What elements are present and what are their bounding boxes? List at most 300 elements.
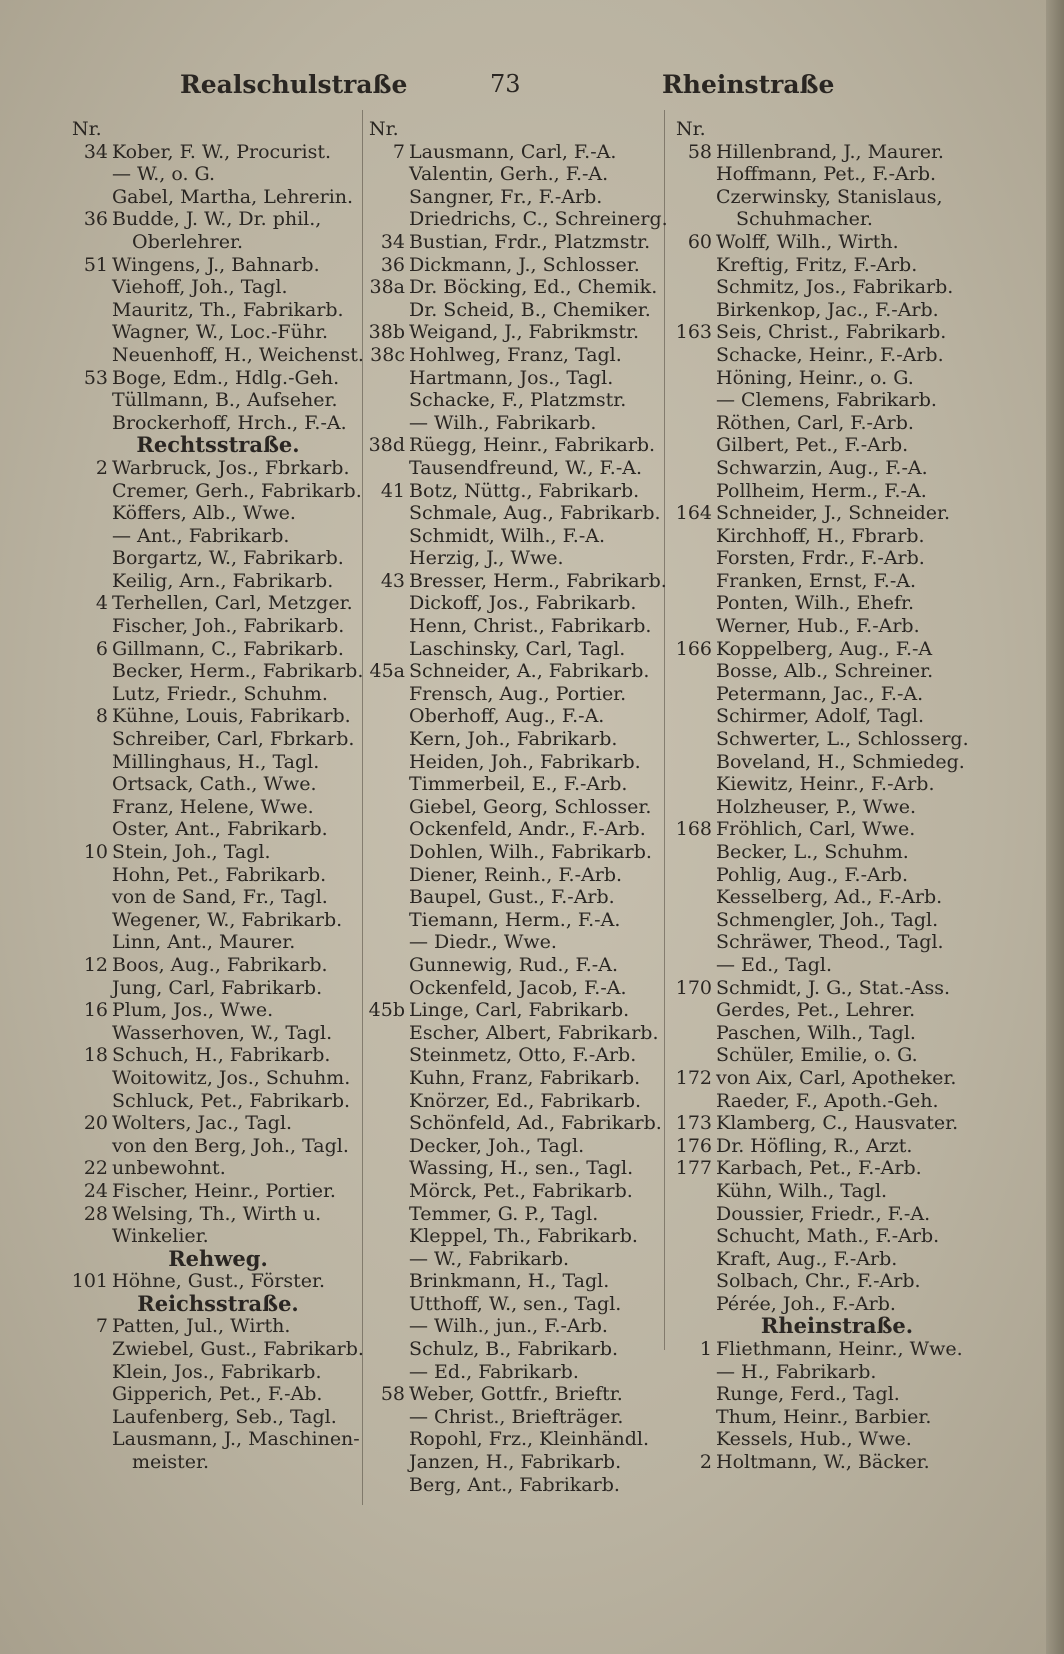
resident-entry bbox=[672, 1406, 1002, 1429]
resident-entry bbox=[365, 1270, 665, 1293]
resident-entry bbox=[68, 208, 368, 231]
resident-text: Diener, Reinh., F.-Arb. bbox=[409, 863, 623, 886]
house-number: 45b bbox=[368, 999, 405, 1022]
resident-text: Kern, Joh., Fabrikarb. bbox=[409, 728, 618, 751]
resident-text: Henn, Christ., Fabrikarb. bbox=[409, 615, 652, 638]
number-column-label: Nr. bbox=[72, 118, 102, 140]
resident-entry bbox=[672, 841, 1002, 864]
resident-entry bbox=[672, 1180, 1002, 1203]
resident-entry bbox=[672, 1270, 1002, 1293]
house-number: 45a bbox=[369, 660, 405, 683]
resident-entry bbox=[68, 977, 368, 1000]
resident-entry bbox=[365, 1474, 665, 1497]
resident-text: Baupel, Gust., F.-Arb. bbox=[409, 886, 615, 909]
house-number: 38b bbox=[368, 321, 405, 344]
resident-text: — Christ., Briefträger. bbox=[409, 1405, 624, 1428]
resident-entry bbox=[68, 1157, 368, 1180]
house-number: 1 bbox=[699, 1338, 712, 1361]
resident-text: Giebel, Georg, Schlosser. bbox=[409, 795, 652, 818]
resident-entry bbox=[672, 1248, 1002, 1271]
resident-text: Terhellen, Carl, Metzger. bbox=[112, 592, 353, 615]
resident-entry bbox=[672, 299, 1002, 322]
resident-entry bbox=[68, 954, 368, 977]
resident-entry bbox=[365, 773, 665, 796]
resident-text: Kessels, Hub., Wwe. bbox=[716, 1428, 912, 1451]
resident-text: Rüegg, Heinr., Fabrikarb. bbox=[409, 434, 656, 457]
resident-text: Schönfeld, Ad., Fabrikarb. bbox=[409, 1112, 662, 1135]
resident-text: Brinkmann, H., Tagl. bbox=[409, 1270, 610, 1293]
resident-text: Gillmann, C., Fabrikarb. bbox=[112, 637, 344, 660]
number-column-label: Nr. bbox=[369, 118, 399, 140]
column-3 bbox=[672, 118, 1002, 1474]
resident-text: Schmidt, Wilh., F.-A. bbox=[409, 524, 606, 547]
resident-text: Schirmer, Adolf, Tagl. bbox=[716, 705, 925, 728]
resident-text: Ponten, Wilh., Ehefr. bbox=[716, 592, 915, 615]
resident-entry bbox=[68, 186, 368, 209]
resident-text: Lutz, Friedr., Schuhm. bbox=[112, 682, 328, 705]
resident-entry bbox=[672, 773, 1002, 796]
house-number: 101 bbox=[71, 1270, 108, 1293]
resident-text: Wegener, W., Fabrikarb. bbox=[112, 908, 343, 931]
resident-entry bbox=[672, 1428, 1002, 1451]
resident-entry bbox=[365, 1451, 665, 1474]
resident-entry bbox=[68, 1428, 368, 1451]
resident-text: Kleppel, Th., Fabrikarb. bbox=[409, 1225, 638, 1248]
resident-text: Oberhoff, Aug., F.-A. bbox=[409, 705, 605, 728]
resident-entry bbox=[672, 525, 1002, 548]
resident-entry bbox=[365, 321, 665, 344]
street-heading: Rheinstraße. bbox=[760, 1313, 914, 1339]
resident-entry bbox=[365, 818, 665, 841]
resident-entry bbox=[672, 141, 1002, 164]
resident-entry bbox=[68, 1361, 368, 1384]
resident-entry bbox=[68, 728, 368, 751]
resident-entry bbox=[672, 570, 1002, 593]
resident-entry bbox=[68, 751, 368, 774]
resident-text: Runge, Ferd., Tagl. bbox=[716, 1383, 900, 1406]
house-number: 18 bbox=[83, 1044, 108, 1067]
resident-text: — Wilh., jun., F.-Arb. bbox=[409, 1315, 608, 1338]
resident-entry bbox=[672, 1203, 1002, 1226]
resident-entry bbox=[672, 1293, 1002, 1316]
resident-text: Dr. Höfling, R., Arzt. bbox=[716, 1134, 913, 1157]
resident-text: Werner, Hub., F.-Arb. bbox=[716, 615, 920, 638]
resident-text: Dr. Böcking, Ed., Chemik. bbox=[409, 276, 658, 299]
resident-entry bbox=[68, 931, 368, 954]
resident-entry bbox=[365, 434, 665, 457]
resident-entry bbox=[68, 841, 368, 864]
resident-text: Schuch, H., Fabrikarb. bbox=[112, 1044, 331, 1067]
resident-text: Fischer, Joh., Fabrikarb. bbox=[112, 615, 345, 638]
resident-text: Stein, Joh., Tagl. bbox=[112, 841, 271, 863]
resident-entry bbox=[365, 1383, 665, 1406]
resident-entry bbox=[672, 999, 1002, 1022]
resident-text: Wingens, J., Bahnarb. bbox=[112, 253, 320, 276]
resident-entry bbox=[672, 480, 1002, 503]
resident-entry bbox=[365, 931, 665, 954]
resident-text: Keilig, Arn., Fabrikarb. bbox=[112, 569, 334, 592]
house-number: 6 bbox=[95, 637, 108, 660]
house-number: 7 bbox=[95, 1315, 108, 1338]
resident-entry bbox=[68, 773, 368, 796]
resident-text: Millinghaus, H., Tagl. bbox=[112, 750, 320, 773]
resident-text: Frensch, Aug., Portier. bbox=[409, 682, 627, 705]
resident-text: Schwarzin, Aug., F.-A. bbox=[716, 456, 928, 479]
resident-text: Kühn, Wilh., Tagl. bbox=[716, 1179, 888, 1202]
resident-entry bbox=[365, 389, 665, 412]
resident-entry bbox=[365, 1067, 665, 1090]
resident-text: Gunnewig, Rud., F.-A. bbox=[409, 953, 618, 976]
resident-entry bbox=[672, 321, 1002, 344]
resident-entry bbox=[68, 1022, 368, 1045]
resident-text: Kiewitz, Heinr., F.-Arb. bbox=[716, 773, 935, 796]
resident-text: Seis, Christ., Fabrikarb. bbox=[716, 321, 947, 344]
resident-text: unbewohnt. bbox=[112, 1157, 226, 1180]
header-right-street: Rheinstraße bbox=[662, 70, 835, 99]
resident-text: Knörzer, Ed., Fabrikarb. bbox=[409, 1089, 642, 1112]
column-1 bbox=[68, 118, 368, 1474]
house-number: 38a bbox=[369, 276, 405, 299]
resident-entry bbox=[672, 705, 1002, 728]
resident-entry bbox=[68, 886, 368, 909]
resident-text: Franken, Ernst, F.-A. bbox=[716, 569, 917, 592]
resident-text: Boos, Aug., Fabrikarb. bbox=[112, 953, 328, 976]
resident-entry bbox=[672, 886, 1002, 909]
resident-entry bbox=[365, 1361, 665, 1384]
resident-text: Cremer, Gerh., Fabrikarb. bbox=[112, 479, 362, 502]
resident-entry bbox=[365, 841, 665, 864]
street-heading: Rehweg. bbox=[168, 1245, 268, 1271]
resident-text: Lausmann, J., Maschinen- bbox=[112, 1428, 360, 1451]
resident-entry bbox=[68, 276, 368, 299]
resident-entry bbox=[365, 1315, 665, 1338]
resident-entry bbox=[68, 683, 368, 706]
resident-text: Schacke, F., Platzmstr. bbox=[409, 389, 627, 412]
resident-text: Mauritz, Th., Fabrikarb. bbox=[112, 298, 344, 321]
resident-entry bbox=[365, 457, 665, 480]
resident-entry bbox=[68, 299, 368, 322]
resident-entry bbox=[365, 254, 665, 277]
resident-entry bbox=[672, 751, 1002, 774]
resident-text: Botz, Nüttg., Fabrikarb. bbox=[409, 479, 640, 502]
resident-entry bbox=[672, 1383, 1002, 1406]
resident-text: — Ant., Fabrikarb. bbox=[112, 524, 290, 547]
resident-text: Schluck, Pet., Fabrikarb. bbox=[112, 1089, 351, 1112]
resident-entry bbox=[365, 525, 665, 548]
resident-text: Schmale, Aug., Fabrikarb. bbox=[409, 502, 661, 525]
house-number: 10 bbox=[83, 841, 108, 863]
resident-entry bbox=[672, 1090, 1002, 1113]
resident-text: Wolff, Wilh., Wirth. bbox=[716, 230, 899, 253]
resident-text: Kuhn, Franz, Fabrikarb. bbox=[409, 1066, 641, 1089]
number-column-label: Nr. bbox=[676, 118, 706, 140]
resident-text: Plum, Jos., Wwe. bbox=[112, 999, 274, 1022]
resident-entry bbox=[68, 1135, 368, 1158]
resident-entry bbox=[68, 909, 368, 932]
resident-entry bbox=[365, 344, 665, 367]
resident-entry bbox=[68, 389, 368, 412]
resident-text: Schneider, A., Fabrikarb. bbox=[409, 660, 650, 683]
entry-continuation bbox=[672, 208, 1002, 231]
resident-entry bbox=[365, 977, 665, 1000]
resident-text: Warbruck, Jos., Fbrkarb. bbox=[112, 456, 350, 479]
resident-entry bbox=[365, 728, 665, 751]
resident-entry bbox=[365, 864, 665, 887]
resident-entry bbox=[68, 864, 368, 887]
resident-entry bbox=[365, 615, 665, 638]
resident-entry bbox=[365, 638, 665, 661]
resident-text: Bosse, Alb., Schreiner. bbox=[716, 660, 934, 683]
resident-text: Karbach, Pet., F.-Arb. bbox=[716, 1157, 922, 1180]
resident-text: Temmer, G. P., Tagl. bbox=[409, 1202, 599, 1225]
resident-entry bbox=[365, 299, 665, 322]
resident-entry bbox=[672, 1225, 1002, 1248]
resident-text: Paschen, Wilh., Tagl. bbox=[716, 1021, 916, 1044]
resident-text: Boveland, H., Schmiedeg. bbox=[716, 750, 965, 773]
resident-entry bbox=[68, 1406, 368, 1429]
house-number: 60 bbox=[687, 230, 712, 253]
resident-entry bbox=[365, 163, 665, 186]
resident-entry bbox=[672, 592, 1002, 615]
resident-text: Fliethmann, Heinr., Wwe. bbox=[716, 1338, 963, 1361]
house-number: 28 bbox=[83, 1202, 108, 1225]
resident-text: Viehoff, Joh., Tagl. bbox=[112, 276, 288, 299]
resident-text: Valentin, Gerh., F.-A. bbox=[409, 163, 609, 186]
resident-text: — H., Fabrikarb. bbox=[716, 1360, 877, 1383]
resident-entry bbox=[672, 412, 1002, 435]
resident-text: Petermann, Jac., F.-A. bbox=[716, 682, 924, 705]
resident-entry bbox=[672, 1361, 1002, 1384]
resident-entry bbox=[365, 367, 665, 390]
house-number: 168 bbox=[675, 818, 712, 841]
house-number: 51 bbox=[83, 253, 108, 276]
resident-entry bbox=[672, 254, 1002, 277]
resident-text: Schüler, Emilie, o. G. bbox=[716, 1044, 918, 1067]
resident-entry bbox=[68, 660, 368, 683]
resident-text: Kober, F. W., Procurist. bbox=[112, 140, 332, 163]
house-number: 4 bbox=[95, 592, 108, 615]
resident-entry bbox=[365, 1044, 665, 1067]
resident-text: Timmerbeil, E., F.-Arb. bbox=[409, 773, 628, 796]
resident-entry bbox=[68, 1315, 368, 1338]
resident-text: Wassing, H., sen., Tagl. bbox=[409, 1157, 634, 1180]
resident-text: Welsing, Th., Wirth u. bbox=[112, 1202, 322, 1225]
resident-text: Holzheuser, P., Wwe. bbox=[716, 795, 917, 818]
resident-entry bbox=[672, 977, 1002, 1000]
resident-text: Birkenkop, Jac., F.-Arb. bbox=[716, 298, 939, 321]
resident-entry bbox=[68, 638, 368, 661]
resident-text: Zwiebel, Gust., Fabrikarb. bbox=[112, 1338, 364, 1361]
resident-text: — Ed., Tagl. bbox=[716, 953, 832, 976]
resident-entry bbox=[672, 502, 1002, 525]
resident-entry bbox=[68, 1383, 368, 1406]
resident-entry bbox=[672, 864, 1002, 887]
resident-entry bbox=[672, 638, 1002, 661]
resident-entry bbox=[68, 1067, 368, 1090]
resident-entry bbox=[672, 1338, 1002, 1361]
resident-entry bbox=[672, 1067, 1002, 1090]
resident-text: Neuenhoff, H., Weichenst. bbox=[112, 343, 364, 366]
resident-entry bbox=[365, 1203, 665, 1226]
resident-text: Tüllmann, B., Aufseher. bbox=[112, 389, 338, 412]
resident-text: Dickmann, J., Schlosser. bbox=[409, 253, 640, 276]
resident-entry bbox=[672, 1157, 1002, 1180]
resident-entry bbox=[365, 141, 665, 164]
house-number: 58 bbox=[687, 140, 712, 163]
resident-entry bbox=[365, 480, 665, 503]
resident-entry bbox=[672, 683, 1002, 706]
resident-entry bbox=[68, 141, 368, 164]
resident-text: Forsten, Frdr., F.-Arb. bbox=[716, 547, 925, 570]
resident-text: meister. bbox=[132, 1451, 210, 1474]
resident-text: Bresser, Herm., Fabrikarb. bbox=[409, 569, 667, 592]
resident-text: Schmengler, Joh., Tagl. bbox=[716, 908, 939, 931]
resident-text: Schulz, B., Fabrikarb. bbox=[409, 1338, 619, 1361]
resident-text: Ropohl, Frz., Kleinhändl. bbox=[409, 1428, 650, 1451]
house-number: 38c bbox=[370, 343, 405, 366]
resident-text: von den Berg, Joh., Tagl. bbox=[112, 1134, 349, 1157]
resident-entry bbox=[68, 502, 368, 525]
resident-text: Berg, Ant., Fabrikarb. bbox=[409, 1473, 620, 1496]
resident-text: Kesselberg, Ad., F.-Arb. bbox=[716, 886, 943, 909]
resident-entry bbox=[365, 1157, 665, 1180]
resident-text: Becker, L., Schuhm. bbox=[716, 841, 909, 863]
resident-text: Gipperich, Pet., F.-Ab. bbox=[112, 1383, 323, 1406]
resident-text: — Ed., Fabrikarb. bbox=[409, 1360, 579, 1383]
resident-entry bbox=[365, 1022, 665, 1045]
resident-entry bbox=[365, 954, 665, 977]
resident-entry bbox=[68, 344, 368, 367]
resident-entry bbox=[68, 1225, 368, 1248]
resident-text: Dr. Scheid, B., Chemiker. bbox=[409, 298, 651, 321]
house-number: 177 bbox=[675, 1157, 712, 1180]
resident-entry bbox=[672, 728, 1002, 751]
resident-entry bbox=[365, 502, 665, 525]
resident-text: Dohlen, Wilh., Fabrikarb. bbox=[409, 841, 652, 863]
resident-text: Holtmann, W., Bäcker. bbox=[716, 1451, 930, 1474]
resident-entry bbox=[365, 1112, 665, 1135]
resident-text: Laufenberg, Seb., Tagl. bbox=[112, 1405, 337, 1428]
resident-entry bbox=[365, 751, 665, 774]
street-heading: Rechtsstraße. bbox=[136, 432, 300, 458]
resident-text: Borgartz, W., Fabrikarb. bbox=[112, 547, 344, 570]
resident-entry bbox=[365, 1090, 665, 1113]
resident-text: Woitowitz, Jos., Schuhm. bbox=[112, 1066, 351, 1089]
house-number: 2 bbox=[699, 1451, 712, 1474]
resident-entry bbox=[365, 1180, 665, 1203]
resident-text: Boge, Edm., Hdlg.-Geh. bbox=[112, 366, 340, 389]
resident-text: Tiemann, Herm., F.-A. bbox=[409, 908, 621, 931]
resident-text: Dickoff, Jos., Fabrikarb. bbox=[409, 592, 637, 615]
house-number: 53 bbox=[83, 366, 108, 389]
house-number: 2 bbox=[95, 456, 108, 479]
resident-text: Raeder, F., Apoth.-Geh. bbox=[716, 1089, 939, 1112]
resident-text: Höning, Heinr., o. G. bbox=[716, 366, 914, 389]
resident-entry bbox=[68, 163, 368, 186]
resident-text: Heiden, Joh., Fabrikarb. bbox=[409, 750, 641, 773]
resident-entry bbox=[672, 818, 1002, 841]
resident-entry bbox=[365, 909, 665, 932]
resident-entry bbox=[365, 208, 668, 231]
resident-entry bbox=[672, 276, 1002, 299]
resident-text: Doussier, Friedr., F.-A. bbox=[716, 1202, 931, 1225]
resident-entry bbox=[68, 547, 368, 570]
resident-entry bbox=[365, 1338, 665, 1361]
resident-text: Laschinsky, Carl, Tagl. bbox=[409, 637, 626, 660]
resident-entry bbox=[68, 796, 368, 819]
resident-entry bbox=[672, 344, 1002, 367]
house-number: 16 bbox=[83, 999, 108, 1022]
resident-entry bbox=[68, 321, 368, 344]
resident-entry bbox=[365, 660, 665, 683]
resident-text: Ockenfeld, Jacob, F.-A. bbox=[409, 976, 627, 999]
entry-continuation bbox=[68, 231, 368, 254]
resident-text: Mörck, Pet., Fabrikarb. bbox=[409, 1179, 633, 1202]
resident-entry bbox=[365, 683, 665, 706]
resident-text: — Clemens, Fabrikarb. bbox=[716, 389, 937, 412]
resident-entry bbox=[68, 1270, 368, 1293]
resident-entry bbox=[68, 412, 368, 435]
resident-entry bbox=[365, 1428, 665, 1451]
resident-text: Budde, J. W., Dr. phil., bbox=[112, 208, 322, 231]
resident-text: Schwerter, L., Schlosserg. bbox=[716, 728, 969, 751]
resident-text: — Wilh., Fabrikarb. bbox=[409, 411, 597, 434]
resident-text: Kreftig, Fritz, F.-Arb. bbox=[716, 253, 918, 276]
resident-text: Franz, Helene, Wwe. bbox=[112, 795, 314, 818]
resident-entry bbox=[365, 999, 665, 1022]
resident-text: Gerdes, Pet., Lehrer. bbox=[716, 999, 916, 1022]
resident-text: Kühne, Louis, Fabrikarb. bbox=[112, 705, 351, 728]
resident-text: Klein, Jos., Fabrikarb. bbox=[112, 1360, 322, 1383]
resident-entry bbox=[672, 909, 1002, 932]
resident-entry bbox=[672, 457, 1002, 480]
resident-entry bbox=[672, 1135, 1002, 1158]
resident-entry bbox=[672, 1044, 1002, 1067]
resident-text: Gilbert, Pet., F.-Arb. bbox=[716, 434, 909, 457]
resident-text: Hoffmann, Pet., F.-Arb. bbox=[716, 163, 937, 186]
resident-text: Klamberg, C., Hausvater. bbox=[716, 1112, 959, 1135]
resident-text: Steinmetz, Otto, F.-Arb. bbox=[409, 1044, 637, 1067]
house-number: 7 bbox=[392, 140, 405, 163]
resident-entry bbox=[365, 1293, 665, 1316]
resident-entry bbox=[365, 570, 665, 593]
house-number: 172 bbox=[675, 1066, 712, 1089]
resident-entry bbox=[365, 592, 665, 615]
house-number: 164 bbox=[675, 502, 712, 525]
resident-text: Schacke, Heinr., F.-Arb. bbox=[716, 343, 944, 366]
resident-entry bbox=[68, 1112, 368, 1135]
resident-text: Brockerhoff, Hrch., F.-A. bbox=[112, 411, 347, 434]
resident-entry bbox=[365, 886, 665, 909]
resident-text: Kirchhoff, H., Fbrarb. bbox=[716, 524, 925, 547]
resident-entry bbox=[68, 1203, 368, 1226]
resident-text: Patten, Jul., Wirth. bbox=[112, 1315, 291, 1338]
resident-text: Lausmann, Carl, F.-A. bbox=[409, 140, 617, 163]
resident-text: Koppelberg, Aug., F.-A bbox=[716, 637, 933, 660]
page-number: 73 bbox=[490, 70, 521, 98]
resident-entry bbox=[365, 231, 665, 254]
resident-text: Wolters, Jac., Tagl. bbox=[112, 1112, 293, 1135]
street-heading: Reichsstraße. bbox=[137, 1290, 299, 1316]
house-number: 36 bbox=[83, 208, 108, 231]
resident-entry bbox=[672, 163, 1002, 186]
resident-text: Wagner, W., Loc.-Führ. bbox=[112, 321, 329, 344]
resident-text: Decker, Joh., Tagl. bbox=[409, 1134, 585, 1157]
resident-text: Linn, Ant., Maurer. bbox=[112, 931, 296, 954]
resident-entry bbox=[68, 818, 368, 841]
resident-text: Oberlehrer. bbox=[132, 230, 243, 253]
resident-entry bbox=[672, 389, 1002, 412]
